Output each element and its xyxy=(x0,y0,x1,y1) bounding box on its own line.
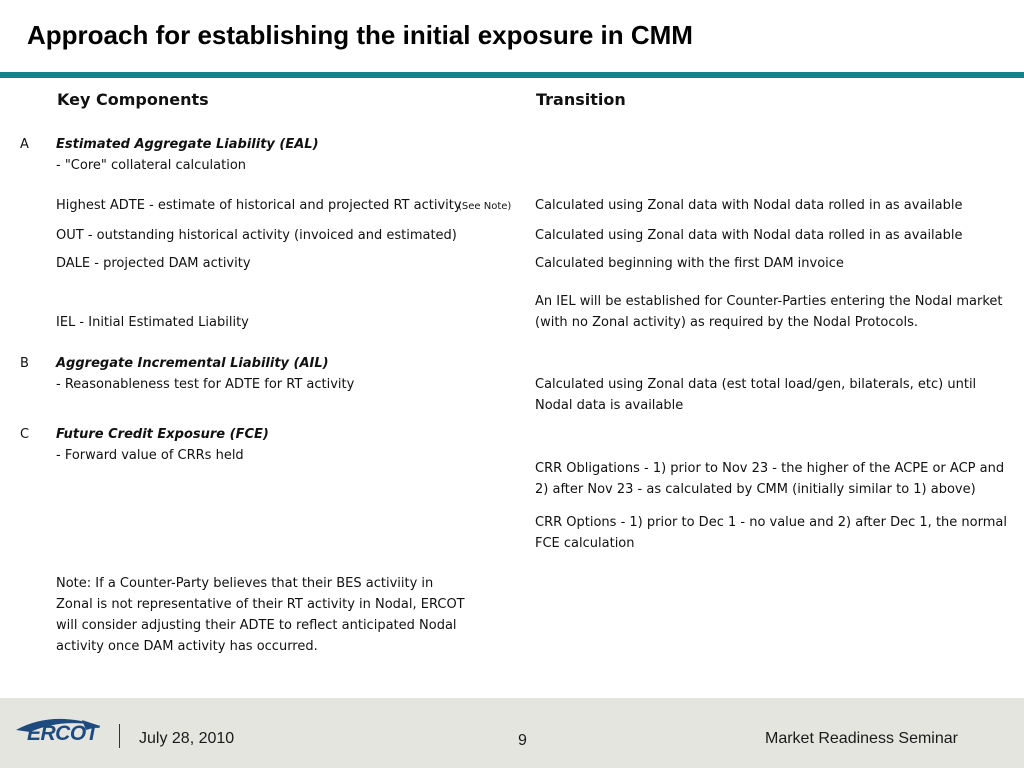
section-a-letter: A xyxy=(20,137,29,152)
transition-out: Calculated using Zonal data with Nodal data rolled in as available xyxy=(535,228,963,243)
note-line-1: Note: If a Counter-Party believes that their BES activiity in xyxy=(56,576,434,591)
transition-heading: Transition xyxy=(536,90,626,109)
section-c-heading: Future Credit Exposure (FCE) xyxy=(56,427,269,442)
section-c-letter: C xyxy=(20,427,30,442)
section-c-subtitle: - Forward value of CRRs held xyxy=(56,448,244,463)
component-highest-adte: Highest ADTE - estimate of historical and projected RT activity xyxy=(56,198,462,213)
transition-crr-options-line-2: FCE calculation xyxy=(535,536,635,551)
note-line-4: activity once DAM activity has occurred. xyxy=(56,639,318,654)
section-a-heading: Estimated Aggregate Liability (EAL) xyxy=(56,137,319,152)
note-line-2: Zonal is not representative of their RT activity in Nodal, ERCOT xyxy=(56,597,465,612)
transition-iel-line-2: (with no Zonal activity) as required by the Nodal Protocols. xyxy=(535,315,918,330)
component-iel: IEL - Initial Estimated Liability xyxy=(56,315,249,330)
transition-dale: Calculated beginning with the first DAM invoice xyxy=(535,256,844,271)
transition-highest-adte: Calculated using Zonal data with Nodal data rolled in as available xyxy=(535,198,963,213)
page-number: 9 xyxy=(518,732,527,749)
note-line-3: will consider adjusting their ADTE to reflect anticipated Nodal xyxy=(56,618,457,633)
transition-ail-line-1: Calculated using Zonal data (est total load/gen, bilaterals, etc) until xyxy=(535,377,977,392)
footer-event: Market Readiness Seminar xyxy=(765,730,958,747)
transition-crr-obligations-line-1: CRR Obligations - 1) prior to Nov 23 - the higher of the ACPE or ACP and xyxy=(535,461,1005,476)
transition-ail-line-2: Nodal data is available xyxy=(535,398,684,413)
slide-title: Approach for establishing the initial exposure in CMM xyxy=(27,20,693,50)
component-out: OUT - outstanding historical activity (invoiced and estimated) xyxy=(56,228,457,243)
footer-date: July 28, 2010 xyxy=(139,730,235,747)
transition-crr-options-line-1: CRR Options - 1) prior to Dec 1 - no value and 2) after Dec 1, the normal xyxy=(535,515,1007,530)
ercot-logo: ERCOT xyxy=(27,722,98,745)
section-a-subtitle: - "Core" collateral calculation xyxy=(56,158,247,173)
key-components-heading: Key Components xyxy=(57,90,209,109)
title-divider xyxy=(0,72,1024,78)
transition-iel-line-1: An IEL will be established for Counter-Parties entering the Nodal market xyxy=(535,294,1003,309)
footer-separator xyxy=(119,724,120,748)
see-note-ref: (See Note) xyxy=(458,201,512,212)
section-b-heading: Aggregate Incremental Liability (AIL) xyxy=(56,356,329,371)
component-dale: DALE - projected DAM activity xyxy=(56,256,251,271)
transition-crr-obligations-line-2: 2) after Nov 23 - as calculated by CMM (initially similar to 1) above) xyxy=(535,482,976,497)
section-b-subtitle: - Reasonableness test for ADTE for RT activity xyxy=(56,377,355,392)
section-b-letter: B xyxy=(20,356,29,371)
